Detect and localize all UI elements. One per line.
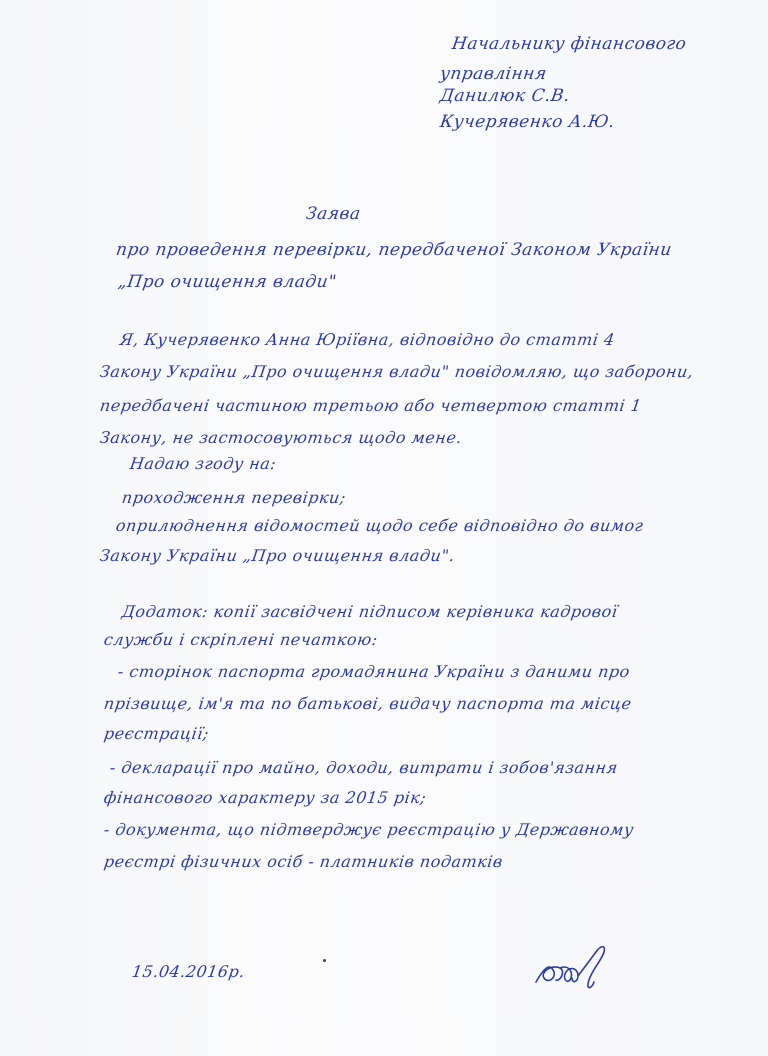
ink-dot [323,959,326,962]
body-line: Надаю згоду на: [128,454,278,473]
signature-icon [530,938,620,993]
addressee-line-1: Начальнику фінансового [450,34,688,54]
body-line: Закону, не застосовуються щодо мене. [98,428,464,447]
body-line: проходження перевірки; [120,488,348,507]
attachment-line: - сторінок паспорта громадянина України з даними про [116,662,632,681]
body-line: Закону України „Про очищення влади". [98,546,457,565]
addressee-line-3: Данилюк С.В. [438,86,572,106]
attachment-line: - декларації про майно, доходи, витрати і зобов'язання [108,758,620,777]
attachment-line: - документа, що підтверджує реєстрацію у Державному [102,820,636,839]
attachment-line: реєстрації; [102,724,211,743]
subject-line-2: „Про очищення влади" [116,272,338,292]
body-line: Я, Кучерявенко Анна Юріївна, відповідно до статті 4 [118,330,617,349]
attachment-line: прізвище, ім'я та по батькові, видачу паспорта та місце [102,694,633,713]
subject-line-1: про проведення перевірки, передбаченої Законом України [114,240,674,260]
document-heading: Заява [304,204,362,224]
body-line: оприлюднення відомостей щодо себе відповідно до вимог [114,516,645,535]
attachment-line: служби і скріплені печаткою: [102,630,380,649]
addressee-line-4: Кучерявенко А.Ю. [438,112,617,132]
date-text: 15.04.2016р. [130,962,247,981]
addressee-line-2: управління [438,64,549,84]
attachment-line: реєстрі фізичних осіб - платників податків [102,852,505,871]
attachment-line: Додаток: копії засвідчені підписом керівника кадрової [120,602,619,621]
attachment-line: фінансового характеру за 2015 рік; [102,788,428,807]
body-line: передбачені частиною третьою або четвертою статті 1 [98,396,643,415]
body-line: Закону України „Про очищення влади" повідомляю, що заборони, [98,362,695,381]
